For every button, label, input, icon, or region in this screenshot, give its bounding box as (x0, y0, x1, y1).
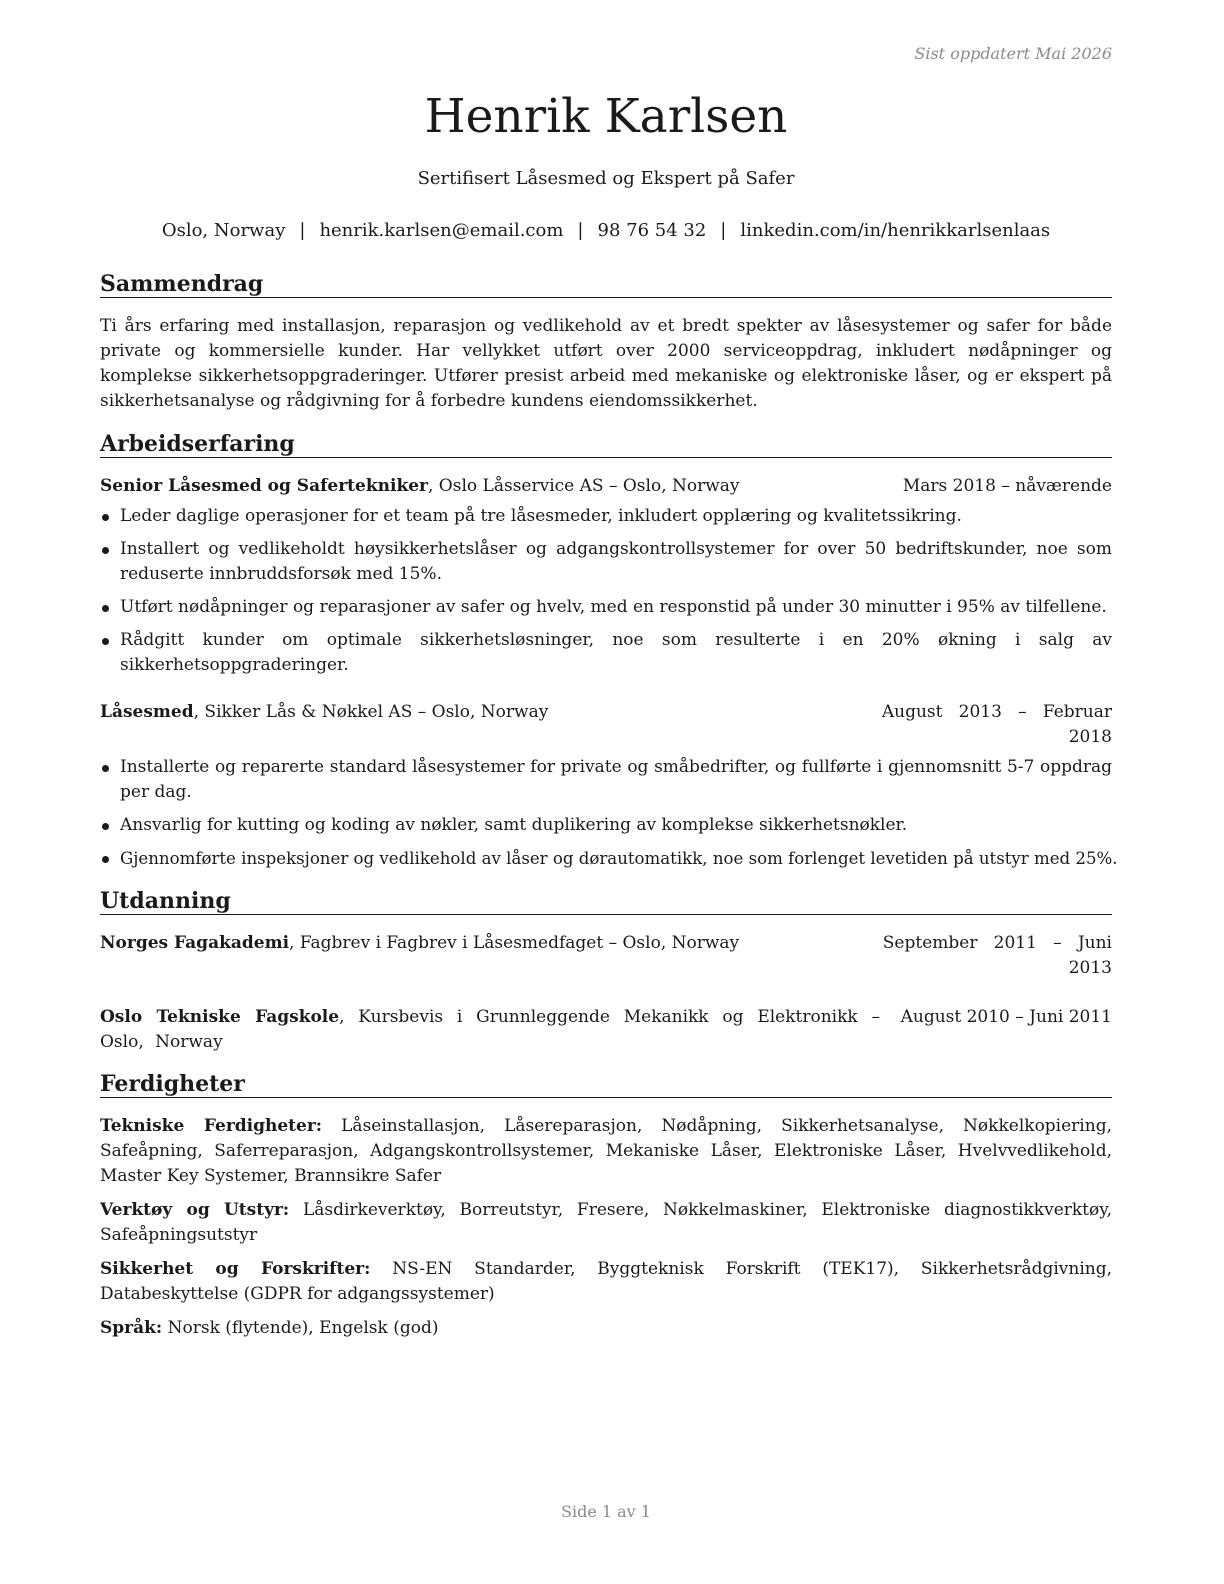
job-dates-line: 2018 (1068, 727, 1112, 747)
skill-label: Verktøy og Utstyr: (100, 1200, 290, 1220)
education-dates (883, 931, 1112, 981)
bullet-icon (102, 638, 109, 645)
job-entry-header (100, 700, 1112, 750)
summary-text: Ti års erfaring med installasjon, reparasjon og vedlikehold av et bredt spekter av låsesystemer og safer for både private og kommersielle kunder. Har vellykket utført over 2000 serviceoppdrag, inkludert nødåpninger og komplekse sikkerhetsoppgraderinger. Utfører presist arbeid med mekaniske og elektroniske låser, og er ekspert på sikkerhetsanalyse og rådgivning for å forbedre kundens eiendomssikkerhet. (100, 316, 1112, 411)
skill-group (100, 1114, 1112, 1189)
bullet-text: Installerte og reparerte standard låsesystemer for private og småbedrifter, og fullførte i gjennomsnitt 5-7 oppdrag per dag. (120, 757, 1112, 802)
bullet-icon (102, 514, 109, 521)
education-dates-line: 2013 (1068, 958, 1112, 978)
bullet-icon (102, 765, 109, 772)
job-title-line (100, 700, 548, 725)
education-dates-line: September 2011 – Juni (882, 933, 1112, 953)
resume-page (100, 0, 1118, 1584)
list-item (100, 846, 1118, 872)
job-subtitle: Sertifisert Låsesmed og Ekspert på Safer (417, 168, 795, 189)
bullet-text: Rådgitt kunder om optimale sikkerhetsløsninger, noe som resulterte i en 20% økning i salg av sikkerhetsoppgraderinger. (120, 630, 1112, 675)
education-entry (100, 931, 1112, 981)
list-item (100, 595, 1112, 620)
skill-text: Låseinstallasjon, Låsereparasjon, Nødåpning, Sikkerhetsanalyse, Nøkkelkopiering, Safeåpning, Saferreparasjon, Adgangskontrollsystemer, Mekaniske Låser, Elektroniske Låser, Hvelvvedlikehold, Master Key Systemer, Brannsikre Safer (100, 1116, 1112, 1186)
education-title-line (100, 931, 739, 956)
school-name: Oslo Tekniske Fagskole (100, 1007, 340, 1027)
contact-line (100, 220, 1112, 242)
job-title-line (100, 474, 740, 499)
degree-text: , Kursbevis i Grunnleggende Mekanikk og Elektronikk – Oslo, Norway (100, 1007, 881, 1052)
page-number: Side 1 av 1 (561, 1502, 651, 1521)
contact-email[interactable]: henrik.karlsen@email.com (319, 220, 564, 241)
job-dates (882, 700, 1112, 750)
degree-text: , Fagbrev i Fagbrev i Låsesmedfaget – Oslo, Norway (289, 933, 740, 953)
contact-separator: | (577, 220, 584, 241)
bullet-icon (102, 605, 109, 612)
skill-label: Sikkerhet og Forskrifter: (100, 1259, 371, 1279)
job-entry-header (100, 474, 1112, 499)
bullet-text: Utført nødåpninger og reparasjoner av safer og hvelv, med en responstid på under 30 minutter i 95% av tilfellene. (120, 597, 1107, 617)
school-name: Norges Fagakademi (100, 933, 290, 953)
bullet-text: Ansvarlig for kutting og koding av nøkler, samt duplikering av komplekse sikkerhetsnøkler. (120, 815, 908, 835)
job-title: Senior Låsesmed og Safertekniker (100, 476, 428, 496)
skill-text: NS-EN Standarder, Byggteknisk Forskrift (TEK17), Sikkerhetsrådgivning, Databeskyttelse (GDPR for adgangssystemer) (100, 1259, 1113, 1304)
last-updated: Sist oppdatert Mai 2026 (914, 44, 1112, 63)
bullet-icon (102, 547, 109, 554)
contact-linkedin[interactable]: linkedin.com/in/henrikkarlsenlaas (740, 220, 1051, 241)
bullet-text: Gjennomførte inspeksjoner og vedlikehold av låser og dørautomatikk, noe som forlenget levetiden på utstyr med 25%. (120, 849, 1118, 868)
list-item (100, 628, 1112, 678)
bullet-icon (102, 823, 109, 830)
bullet-text: Leder daglige operasjoner for et team på tre låsesmeder, inkludert opplæring og kvalitetssikring. (120, 506, 962, 526)
skill-group (100, 1316, 1112, 1341)
bullet-text: Installert og vedlikeholdt høysikkerhetslåser og adgangskontrollsystemer for over 50 bedriftskunder, noe som reduserte innbruddsforsøk med 15%. (120, 539, 1112, 584)
section-heading-summary: Sammendrag (100, 271, 1112, 298)
job-employer: , Oslo Låsservice AS – Oslo, Norway (428, 476, 740, 496)
skill-group (100, 1198, 1112, 1248)
education-title-line (100, 1005, 880, 1055)
job-title: Låsesmed (100, 702, 194, 722)
skill-label: Tekniske Ferdigheter: (100, 1116, 323, 1136)
job-bullet-list (100, 504, 1112, 686)
section-heading-education: Utdanning (100, 888, 1112, 915)
contact-separator: | (720, 220, 727, 241)
skill-group (100, 1257, 1112, 1307)
skill-text: Norsk (flytende), Engelsk (god) (162, 1318, 439, 1338)
contact-separator: | (299, 220, 306, 241)
section-heading-skills: Ferdigheter (100, 1071, 1112, 1098)
education-dates: August 2010 – Juni 2011 (900, 1007, 1112, 1027)
list-item (100, 537, 1112, 587)
list-item (100, 813, 1112, 838)
job-dates-line: August 2013 – Februar (881, 702, 1112, 722)
contact-location: Oslo, Norway (161, 220, 286, 241)
skill-label: Språk: (100, 1318, 163, 1338)
job-bullet-list (100, 755, 1118, 880)
education-entry (100, 1005, 1112, 1055)
list-item (100, 504, 1112, 529)
job-employer: , Sikker Lås & Nøkkel AS – Oslo, Norway (193, 702, 549, 722)
list-item (100, 755, 1112, 805)
job-dates: Mars 2018 – nåværende (902, 476, 1112, 496)
section-heading-experience: Arbeidserfaring (100, 431, 1112, 458)
contact-phone[interactable]: 98 76 54 32 (597, 220, 707, 241)
bullet-icon (102, 856, 109, 863)
person-name: Henrik Karlsen (424, 89, 788, 144)
skill-text: Låsdirkeverktøy, Borreutstyr, Fresere, Nøkkelmaskiner, Elektroniske diagnostikkverktøy, Safeåpningsutstyr (100, 1200, 1112, 1245)
